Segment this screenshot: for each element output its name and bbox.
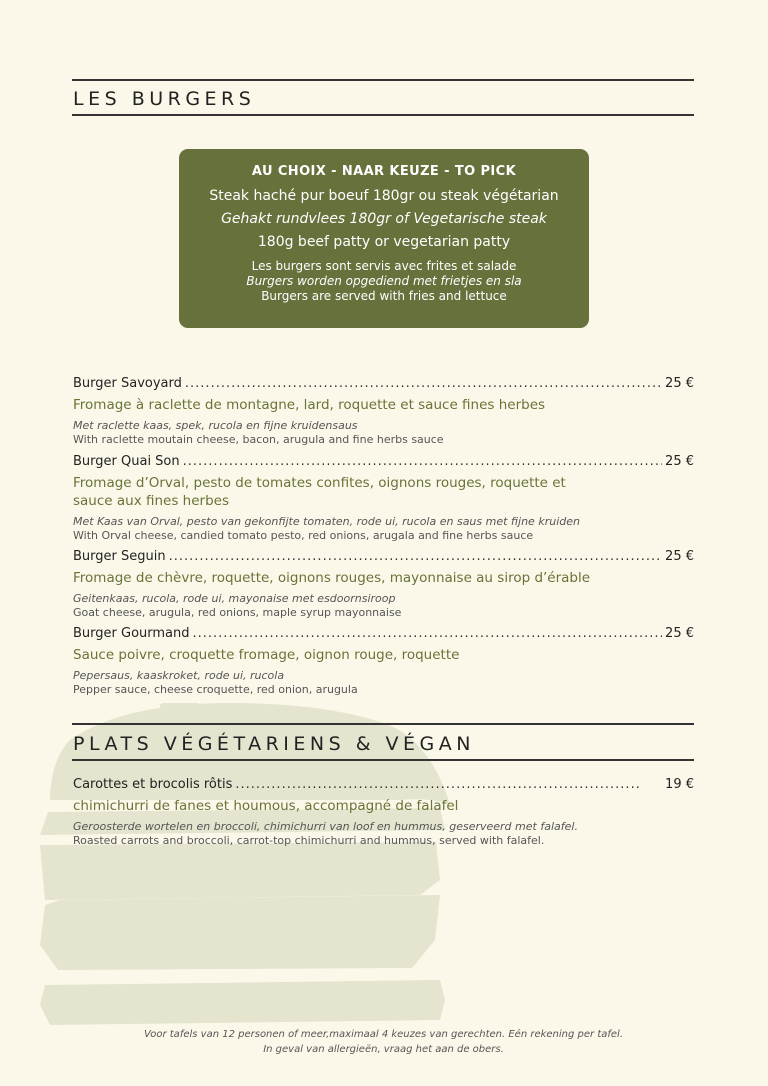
section-title-vegetarian: PLATS VÉGÉTARIENS & VÉGAN [73,733,475,755]
item-header [73,777,694,792]
item-description-nl: Geitenkaas, rucola, rode ui, mayonaise met esdoornsiroop [73,592,396,605]
item-price: 25 € [665,626,694,641]
served-note [179,259,589,304]
choice-line-nl: Gehakt rundvlees 180gr of Vegetarische steak [221,211,547,227]
dot-leader [185,376,662,391]
item-description-nl: Pepersaus, kaaskroket, rode ui, rucola [73,669,285,682]
item-header [73,626,694,641]
top-rule [72,79,694,81]
menu-item-gourmand [73,626,694,696]
veg-title-underline [72,759,694,761]
footer-note [73,1027,694,1057]
item-description-en: Pepper sauce, cheese croquette, red onion, arugula [73,683,358,696]
item-description-fr: Sauce poivre, croquette fromage, oignon rouge, roquette [73,647,460,663]
item-description-en: Roasted carrots and broccoli, carrot-top chimichurri and hummus, served with falafel. [73,834,545,847]
item-description-fr: chimichurri de fanes et houmous, accompagné de falafel [73,798,459,814]
item-description-nl: Met Kaas van Orval, pesto van gekonfijte tomaten, rode ui, rucola en saus met fijne kruiden [73,515,580,528]
served-note-en: Burgers are served with fries and lettuce [261,289,507,303]
item-name: Burger Seguin [73,549,166,564]
dot-leader [169,549,662,564]
item-price: 25 € [665,549,694,564]
footer-line-allergies: In geval van allergieën, vraag het aan de obers. [263,1044,504,1055]
item-name: Burger Gourmand [73,626,190,641]
dot-leader [235,777,640,792]
item-header [73,549,694,564]
choice-line-fr: Steak haché pur boeuf 180gr ou steak végétarian [209,188,559,204]
item-price: 25 € [665,376,694,391]
menu-item-savoyard [73,376,694,446]
item-name: Burger Quai Son [73,454,180,469]
veg-top-rule [72,723,694,725]
item-header [73,454,694,469]
served-note-nl: Burgers worden opgediend met frietjes en sla [246,274,522,288]
dot-leader [193,626,663,641]
item-description-nl: Met raclette kaas, spek, rucola en fijne kruidensaus [73,419,358,432]
choice-box [179,149,589,328]
item-description-fr: Fromage d’Orval, pesto de tomates confites, oignons rouges, roquette et sauce aux fines herbes [73,475,566,509]
item-price: 19 € [665,777,694,792]
item-description-nl: Geroosterde wortelen en broccoli, chimichurri van loof en hummus, geserveerd met falafel. [73,820,578,833]
choice-heading: AU CHOIX - NAAR KEUZE - TO PICK [251,164,517,179]
item-name: Burger Savoyard [73,376,182,391]
footer-line-group-size: Voor tafels van 12 personen of meer,maximaal 4 keuzes van gerechten. Eén rekening per tafel. [143,1029,624,1040]
menu-item-seguin [73,549,694,619]
served-note-fr: Les burgers sont servis avec frites et salade [251,259,517,273]
dot-leader [183,454,662,469]
item-description-fr: Fromage à raclette de montagne, lard, roquette et sauce fines herbes [73,397,546,413]
menu-item-carrots-broccoli [73,777,694,847]
title-underline [72,114,694,116]
item-name: Carottes et brocolis rôtis [73,777,233,792]
item-description-fr: Fromage de chèvre, roquette, oignons rouges, mayonnaise au sirop d’érable [73,570,591,586]
choice-line-en: 180g beef patty or vegetarian patty [257,234,511,250]
item-description-en: With raclette moutain cheese, bacon, arugula and fine herbs sauce [73,433,444,446]
item-description-en: With Orval cheese, candied tomato pesto, red onions, arugala and fine herbs sauce [73,529,534,542]
item-description-en: Goat cheese, arugula, red onions, maple syrup mayonnaise [73,606,402,619]
item-header [73,376,694,391]
menu-item-quai-son [73,454,694,542]
item-price: 25 € [665,454,694,469]
section-title-burgers: LES BURGERS [73,88,256,110]
